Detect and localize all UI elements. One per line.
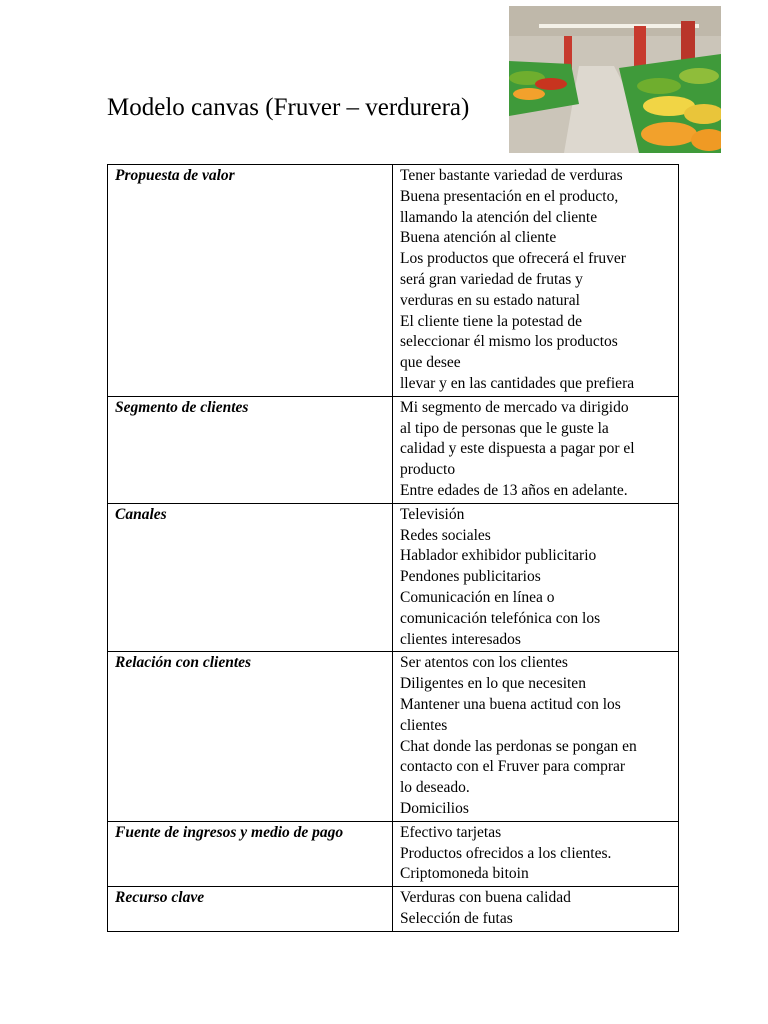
row-content-line: que desee xyxy=(400,354,461,372)
row-label-cell xyxy=(108,165,393,397)
row-content-line: Buena presentación en el producto, xyxy=(400,187,619,205)
row-content-line: Redes sociales xyxy=(400,526,491,544)
row-content-line: producto xyxy=(400,461,456,479)
table-row xyxy=(108,821,679,886)
photo-oranges xyxy=(641,122,697,146)
row-content-line: Efectivo tarjetas xyxy=(400,823,502,841)
row-content-line: Los productos que ofrecerá el fruver xyxy=(400,250,626,268)
row-content-line: llevar y en las cantidades que prefiera xyxy=(400,374,635,392)
supermarket-produce-photo xyxy=(509,6,721,153)
row-content-line: clientes interesados xyxy=(400,630,521,648)
row-content-line: Productos ofrecidos a los clientes. xyxy=(400,844,612,862)
row-content-line: Buena atención al cliente xyxy=(400,229,557,247)
row-content-line: Domicilios xyxy=(400,799,469,817)
row-content-line: comunicación telefónica con los xyxy=(400,609,601,627)
page-title: Modelo canvas (Fruver – verdurera) xyxy=(107,94,470,121)
row-label-cell xyxy=(108,503,393,652)
row-content-line: Verduras con buena calidad xyxy=(400,889,571,907)
row-content-line: al tipo de personas que le guste la xyxy=(400,419,609,437)
row-content-line: Diligentes en lo que necesiten xyxy=(400,675,586,693)
row-label-cell xyxy=(108,821,393,886)
row-content-cell xyxy=(393,821,679,886)
table-row xyxy=(108,165,679,397)
row-content-line: Comunicación en línea o xyxy=(400,588,555,606)
row-content-cell xyxy=(393,396,679,503)
photo-red-produce xyxy=(535,78,567,90)
row-content-line: Televisión xyxy=(400,505,465,523)
table-row xyxy=(108,652,679,821)
row-content-line: Entre edades de 13 años en adelante. xyxy=(400,481,628,499)
row-content-line: clientes xyxy=(400,716,448,734)
row-content-cell xyxy=(393,165,679,397)
row-content-line: Selección de futas xyxy=(400,909,513,927)
canvas-table xyxy=(107,164,679,932)
produce-aisle-image xyxy=(509,6,721,153)
row-content-line: Mantener una buena actitud con los xyxy=(400,695,621,713)
row-content-line: será gran variedad de frutas y xyxy=(400,270,583,288)
row-content-cell xyxy=(393,887,679,932)
table-row xyxy=(108,396,679,503)
row-content-cell xyxy=(393,503,679,652)
row-content-line: verduras en su estado natural xyxy=(400,291,580,309)
row-label: Fuente de ingresos y medio de pago xyxy=(115,823,344,841)
photo-greens xyxy=(637,78,681,94)
row-label: Relación con clientes xyxy=(115,654,252,672)
row-content-line: El cliente tiene la potestad de xyxy=(400,312,583,330)
photo-ceiling-light xyxy=(539,24,699,28)
table-row xyxy=(108,503,679,652)
row-label: Propuesta de valor xyxy=(115,167,235,184)
table-row xyxy=(108,887,679,932)
row-content-line: Ser atentos con los clientes xyxy=(400,654,568,672)
row-content-line: Hablador exhibidor publicitario xyxy=(400,547,597,565)
row-content-line: Chat donde las perdonas se pongan en xyxy=(400,737,637,755)
row-label: Canales xyxy=(115,505,167,523)
row-label: Recurso clave xyxy=(115,889,205,907)
row-label: Segmento de clientes xyxy=(115,398,249,416)
row-content-line: contacto con el Fruver para comprar xyxy=(400,758,626,776)
row-label-cell xyxy=(108,396,393,503)
row-content-line: Criptomoneda bitoin xyxy=(400,865,529,883)
photo-orange-produce xyxy=(513,88,545,100)
row-content-line: lo deseado. xyxy=(400,779,470,797)
row-content-line: calidad y este dispuesta a pagar por el xyxy=(400,440,635,458)
row-content-cell xyxy=(393,652,679,821)
row-label-cell xyxy=(108,652,393,821)
row-label-cell xyxy=(108,887,393,932)
row-content-line: llamando la atención del cliente xyxy=(400,208,598,226)
row-content-line: Tener bastante variedad de verduras xyxy=(400,167,623,184)
photo-limes xyxy=(679,68,719,84)
row-content-line: Mi segmento de mercado va dirigido xyxy=(400,398,629,416)
row-content-line: Pendones publicitarios xyxy=(400,568,541,586)
row-content-line: seleccionar él mismo los productos xyxy=(400,333,618,351)
